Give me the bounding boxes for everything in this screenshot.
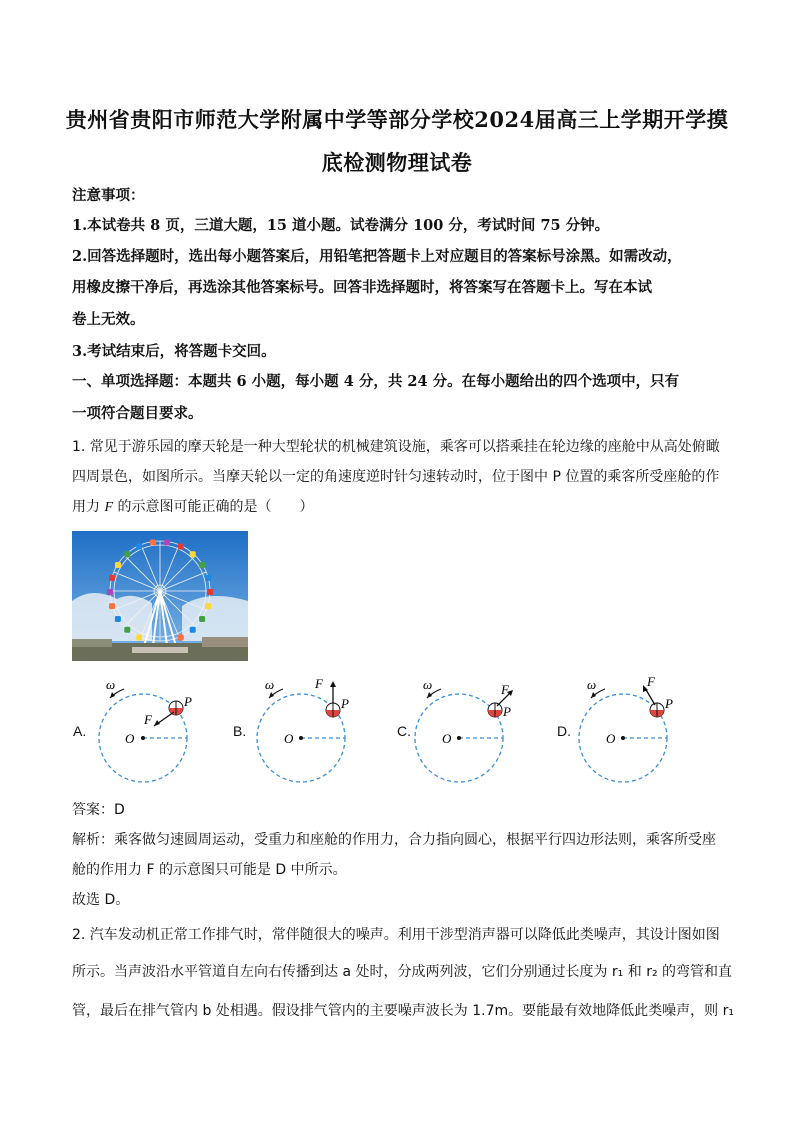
option-d-seat: [650, 703, 664, 717]
wheel-cabin: [115, 616, 121, 622]
option-b-diagram: [249, 672, 399, 787]
wheel-cabin: [190, 551, 196, 557]
option-d-point-o: O: [606, 731, 616, 746]
option-label-a: A.: [73, 723, 87, 739]
wheel-cabin: [136, 635, 142, 641]
q1-line2: 四周景色，如图所示。当摩天轮以一定的角速度逆时针匀速转动时，位于图中 P 位置的乘客所受座舱的作: [72, 469, 720, 485]
wheel-cabin: [205, 603, 211, 609]
option-b-point-o: O: [284, 731, 294, 746]
option-c-point-o: O: [442, 731, 452, 746]
wheel-cabin: [199, 616, 205, 622]
wheel-cabin: [164, 540, 170, 546]
option-a-seat: [169, 701, 183, 715]
paper-title-line1: 贵州省贵阳市师范大学附属中学等部分学校2024届高三上学期开学摸: [65, 107, 729, 132]
option-a-point-p: P: [184, 694, 192, 709]
q2-line2: 所示。当声波沿水平管道自左向右传播到达 a 处时，分成两列波，它们分别通过长度为 r₁ 和 r₂ 的弯管和直: [72, 964, 733, 980]
option-d-force-label: F: [647, 674, 655, 689]
option-d-point-p: P: [665, 696, 673, 711]
option-a-force-label: F: [144, 712, 152, 727]
q1-var-f: F: [104, 500, 114, 515]
wheel-cabin: [109, 575, 115, 581]
q1-line3-post: 的示意图可能正确的是（ ）: [117, 499, 314, 515]
option-a-omega: ω: [106, 677, 116, 692]
wheel-cabin: [109, 603, 115, 609]
wheel-cabin: [150, 540, 156, 546]
option-label-b: B.: [233, 723, 247, 739]
q1-line3-pre: 用力: [72, 499, 100, 515]
section1-heading: 一、单项选择题：本题共 6 小题，每小题 4 分，共 24 分。在每小题给出的四个选项中，只有: [72, 373, 680, 390]
option-c-seat: [488, 703, 502, 717]
paper-title-line2: 底检测物理试卷: [321, 150, 473, 175]
option-d-omega: ω: [587, 677, 597, 692]
option-label-c: C.: [397, 723, 411, 739]
notice-item-2b: 用橡皮擦干净后，再选涂其他答案标号。回答非选择题时，将答案写在答题卡上。写在本试: [72, 279, 652, 296]
q1-line3: [72, 497, 722, 518]
ferris-wheel-photo: [72, 531, 248, 661]
notice-heading: 注意事项：: [72, 187, 145, 204]
q1-analysis-line1: 解析：乘客做匀速圆周运动，受重力和座舱的作用力，合力指向圆心，根据平行四边形法则，乘客所受座: [72, 832, 716, 848]
option-d-diagram: [571, 672, 721, 787]
option-c-diagram: [411, 672, 561, 787]
option-b-omega: ω: [265, 677, 275, 692]
option-b-force-label: F: [315, 676, 323, 691]
section1-heading-cont: 一项符合题目要求。: [72, 405, 203, 422]
wheel-cabin: [178, 544, 184, 550]
wheel-cabin: [136, 544, 142, 550]
q1-answer: 答案：D: [72, 802, 125, 818]
notice-item-3: 3.考试结束后，将答题卡交回。: [72, 343, 276, 360]
q1-analysis-line2: 舱的作用力 F 的示意图只可能是 D 中所示。: [72, 862, 347, 878]
wheel-cabin: [124, 551, 130, 557]
wheel-cabin: [205, 575, 211, 581]
option-b-seat: [326, 703, 340, 717]
q1-line1: 1. 常见于游乐园的摩天轮是一种大型轮状的机械建筑设施，乘客可以搭乘挂在轮边缘的座舱中从高处俯瞰: [72, 439, 720, 455]
q1-conclusion: 故选 D。: [72, 892, 130, 908]
option-b-point-p: P: [341, 696, 349, 711]
option-a-point-o: O: [125, 731, 135, 746]
wheel-cabin: [199, 562, 205, 568]
notice-item-2c: 卷上无效。: [72, 311, 145, 328]
wheel-cabin: [190, 627, 196, 633]
q2-line1: 2. 汽车发动机正常工作排气时，常伴随很大的噪声。利用干涉型消声器可以降低此类噪声，其设计图如图: [72, 927, 720, 943]
option-c-point-p: P: [503, 704, 511, 719]
option-label-d: D.: [557, 723, 571, 739]
wheel-cabin: [178, 635, 184, 641]
wheel-cabin: [207, 589, 213, 595]
notice-item-1: 1.本试卷共 8 页，三道大题，15 道小题。试卷满分 100 分，考试时间 75 分钟。: [72, 217, 610, 234]
wheel-cabin: [107, 589, 113, 595]
option-a-diagram: [88, 672, 238, 787]
q2-line3: 管，最后在排气管内 b 处相遇。假设排气管内的主要噪声波长为 1.7m。要能最有效地降低此类噪声，则 r₁: [72, 1003, 734, 1019]
wheel-cabin: [115, 562, 121, 568]
notice-item-2a: 2.回答选择题时，选出每小题答案后，用铅笔把答题卡上对应题目的答案标号涂黑。如需改动，: [72, 248, 682, 265]
option-c-omega: ω: [423, 677, 433, 692]
wheel-cabin: [124, 627, 130, 633]
option-c-force-label: F: [501, 682, 509, 697]
